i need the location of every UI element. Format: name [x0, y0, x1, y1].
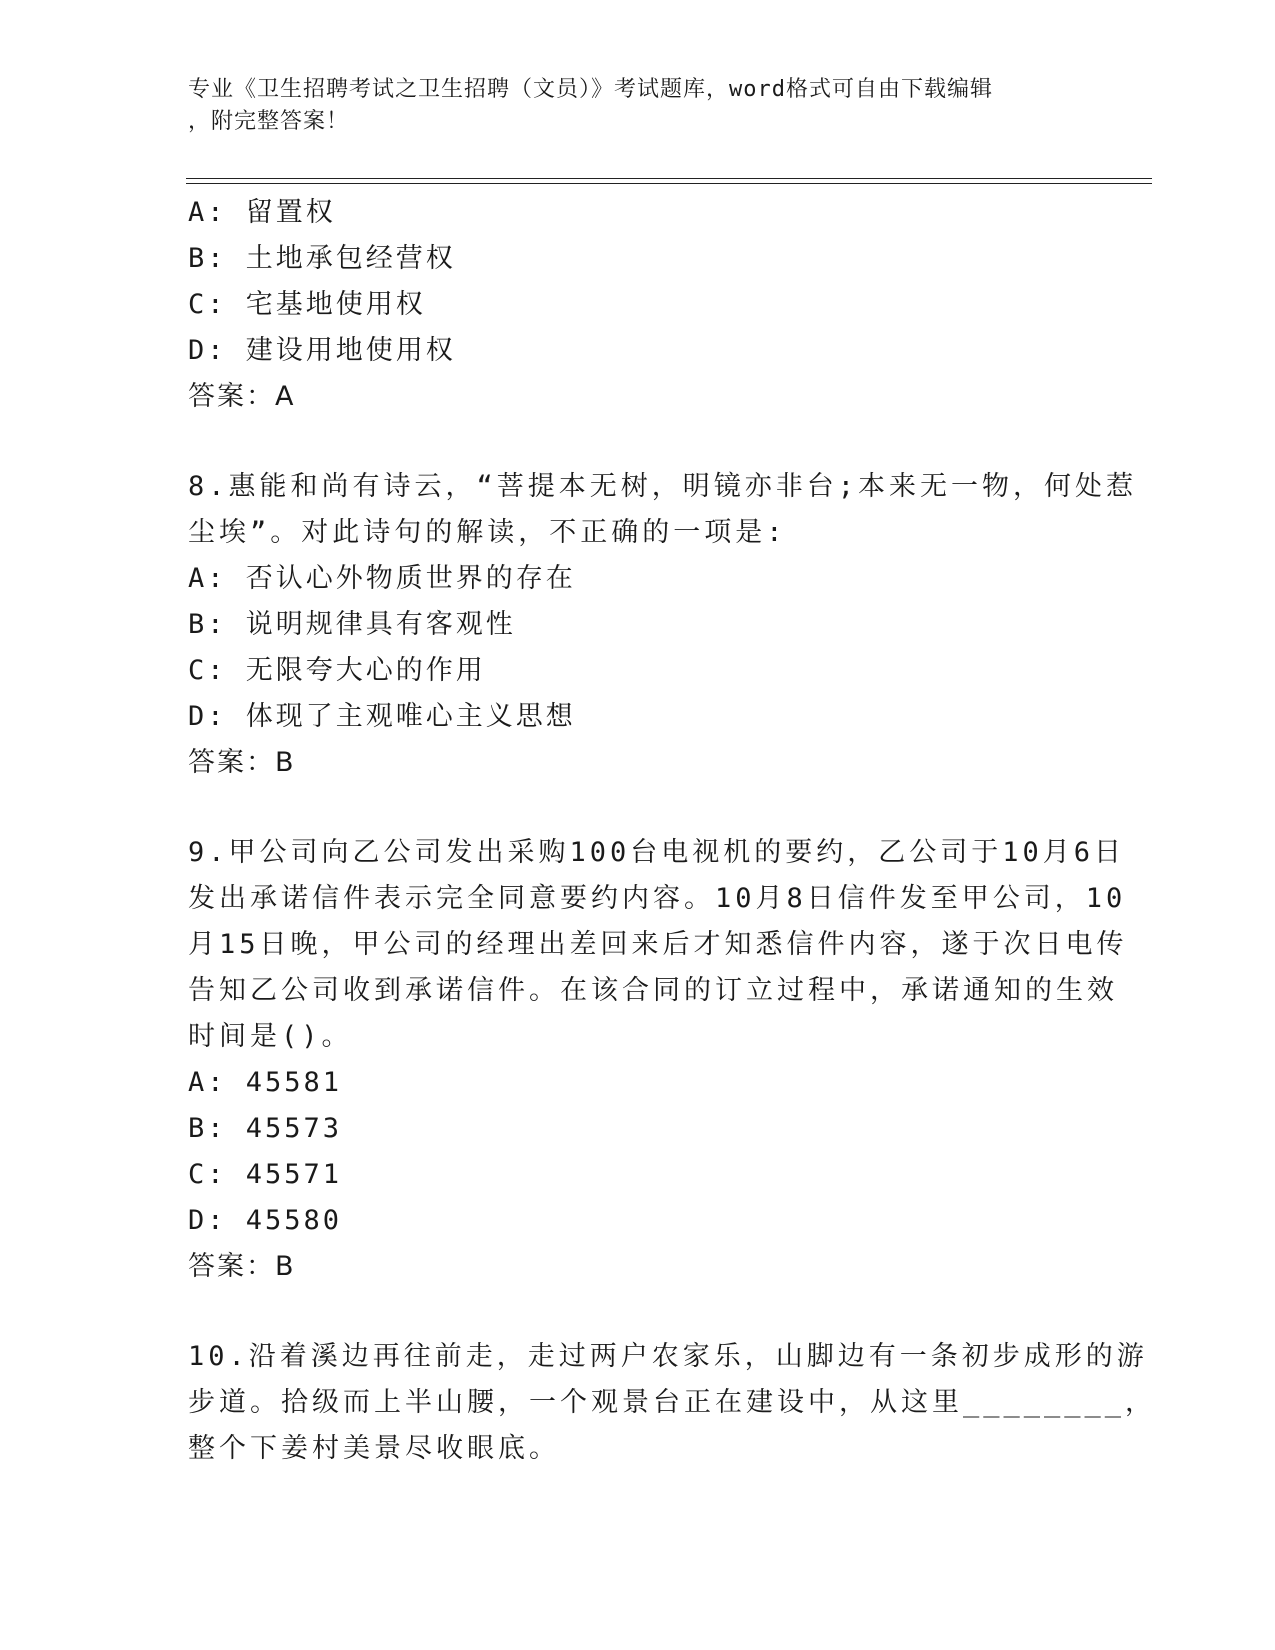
- stem-line: 整个下姜村美景尽收眼底。: [188, 1433, 560, 1464]
- answer: 答案：B: [188, 747, 296, 778]
- stem-line: 9.甲公司向乙公司发出采购100台电视机的要约，乙公司于10月6日: [188, 837, 1126, 868]
- question-10: [188, 1334, 1157, 1472]
- question-8: [188, 464, 1138, 786]
- option-b: B: 土地承包经营权: [188, 243, 456, 274]
- question-9: [188, 830, 1128, 1290]
- option-b: B: 45573: [188, 1113, 343, 1144]
- option-d: D: 体现了主观唯心主义思想: [188, 701, 576, 732]
- stem-line: 时间是()。: [188, 1021, 353, 1052]
- header-rule-bottom: [186, 183, 1152, 184]
- question-7: [188, 190, 1088, 420]
- option-c: C: 45571: [188, 1159, 343, 1190]
- option-d: D: 建设用地使用权: [188, 335, 456, 366]
- stem-line: 步道。拾级而上半山腰，一个观景台正在建设中，从这里________，: [188, 1387, 1157, 1418]
- document-header: [188, 74, 1088, 138]
- header-line-2: ，附完整答案！: [188, 109, 350, 134]
- option-a: A: 否认心外物质世界的存在: [188, 563, 576, 594]
- answer: 答案：A: [188, 381, 296, 412]
- header-rule-top: [186, 178, 1152, 179]
- stem-line: 尘埃”。对此诗句的解读，不正确的一项是:: [188, 517, 787, 548]
- question-stem: [188, 464, 1138, 556]
- option-c: C: 宅基地使用权: [188, 289, 426, 320]
- stem-line: 发出承诺信件表示完全同意要约内容。10月8日信件发至甲公司，10: [188, 883, 1127, 914]
- stem-line: 月15日晚，甲公司的经理出差回来后才知悉信件内容，遂于次日电传: [188, 929, 1128, 960]
- stem-line: 10.沿着溪边再往前走，走过两户农家乐，山脚边有一条初步成形的游: [188, 1341, 1148, 1372]
- option-c: C: 无限夸大心的作用: [188, 655, 486, 686]
- stem-line: 8.惠能和尚有诗云，“菩提本无树，明镜亦非台;本来无一物，何处惹: [188, 471, 1138, 502]
- question-stem: [188, 1334, 1157, 1472]
- option-a: A: 45581: [188, 1067, 343, 1098]
- option-d: D: 45580: [188, 1205, 343, 1236]
- option-b: B: 说明规律具有客观性: [188, 609, 516, 640]
- header-line-1: 专业《卫生招聘考试之卫生招聘（文员）》考试题库，word格式可自由下载编辑: [188, 77, 993, 102]
- answer: 答案：B: [188, 1251, 296, 1282]
- question-list: [188, 190, 1157, 1472]
- option-a: A: 留置权: [188, 197, 336, 228]
- stem-line: 告知乙公司收到承诺信件。在该合同的订立过程中，承诺通知的生效: [188, 975, 1118, 1006]
- question-stem: [188, 830, 1128, 1060]
